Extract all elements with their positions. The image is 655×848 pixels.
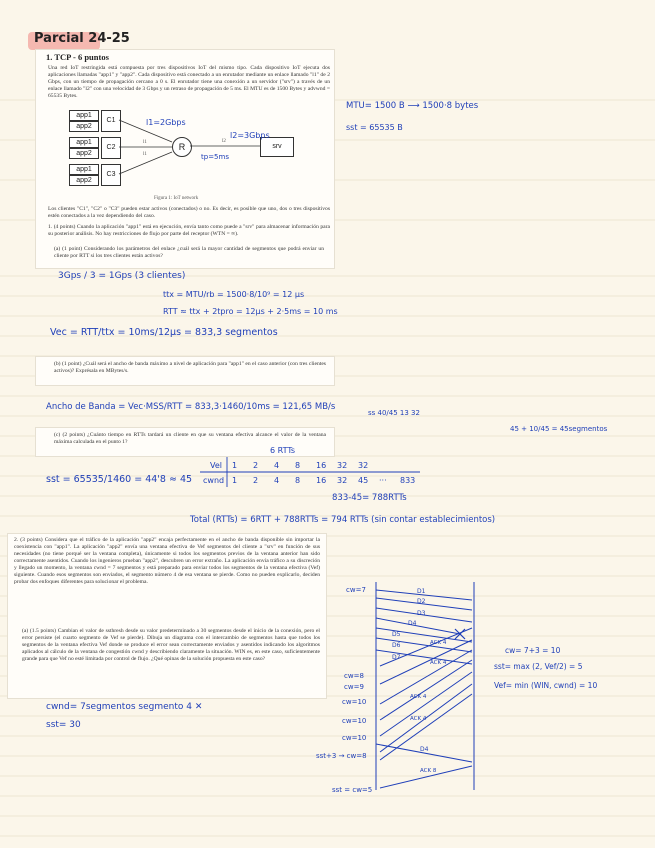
hw-sst-cw5: sst = cw=5 bbox=[332, 786, 373, 794]
hw-cw10c: cw=10 bbox=[342, 734, 367, 742]
question-1c: (c) (2 points) ¿Cuánto tiempo en RTTs tardará un cliente en que su ventana efectiva alcance el valor de la ventana máxima calculada en el punto 1? bbox=[54, 432, 326, 445]
question-2a: (a) (1.5 points) Cambian el valor de ssthresh desde su valor predeterminado a 30 segmentos desde el inicio de la conexión, pero el error persiste (el cuarto segmento de Vef se pierde). Dibuja un diagrama con el intercambio de segmentos hasta que todos los segmentos de la ventana efectiva Vef donde se produce el error sean correctamente enviados y asentidos indicando los algoritmos aplicados al cálculo de la ventana de congestión cwnd y describiendo claramente la situación. WIN es, en este caso, suficientemente grande para que Vef no esté limitada por control de flujo. ¿Qué opinas de la solución propuesta en este caso? bbox=[22, 628, 320, 662]
hw-rtts-sub: 833-45= 788RTTs bbox=[332, 493, 407, 503]
app2-box-c3: app2 bbox=[69, 175, 99, 186]
hw-seg-d4: D4 bbox=[408, 620, 417, 627]
hw-mtu: MTU= 1500 B ⟶ 1500·8 bytes bbox=[346, 101, 479, 111]
hw-seg-d1: D1 bbox=[417, 588, 426, 595]
section-heading: 1. TCP - 6 puntos bbox=[46, 52, 109, 62]
hw-vef-right: Vef= min (WIN, cwnd) = 10 bbox=[494, 681, 598, 690]
intro-paragraph: Una red IoT restringida está compuesta por tres dispositivos IoT del mismo tipo. Cada dispositivo IoT ejecuta dos aplicaciones llamadas "app1" y "app2". Cada dispositivo está conectado a un enrutador mediante un enlace llamado "l1" de 2 Gbps, con un tiempo de propagación cercano a 0 s. El enrutador tiene una conexión a un servidor ("srv") a través de un enlace llamado "l2" con una velocidad de 3 Gbps y un retraso de propagación de 5 ms. El MTU es de 1500 Bytes y advwnd = 65535 Bytes. bbox=[48, 65, 330, 99]
hw-sst-right: sst= max (2, Vef/2) = 5 bbox=[494, 662, 583, 671]
table-vel-cell: 2 bbox=[253, 461, 259, 470]
app1-box-c3: app1 bbox=[69, 164, 99, 175]
hw-table-vel-label: Vel bbox=[210, 461, 222, 470]
hw-ss-note: ss 40/45 13 32 bbox=[368, 409, 420, 417]
hw-seg-d6: D6 bbox=[392, 642, 401, 649]
exam-sheet-2 bbox=[8, 534, 326, 698]
table-cwnd-cell: ··· bbox=[379, 476, 387, 485]
table-vel-cell: 32 bbox=[337, 461, 348, 470]
c1-box: C1 bbox=[101, 110, 121, 132]
figure-caption: Figura 1: IoT network bbox=[154, 196, 199, 201]
hw-seg-d2: D2 bbox=[417, 598, 426, 605]
router-node: R bbox=[172, 137, 192, 157]
table-cwnd-cell: 2 bbox=[253, 476, 259, 485]
hw-seg-d3: D3 bbox=[417, 610, 426, 617]
c3-box: C3 bbox=[101, 164, 121, 186]
hw-table-cwnd-label: cwnd bbox=[203, 476, 225, 485]
link-l1-label-a: l1 bbox=[143, 140, 147, 145]
hw-sst-bottom: sst= 30 bbox=[46, 720, 81, 730]
app1-box-c2: app1 bbox=[69, 137, 99, 148]
hw-tp: tp=5ms bbox=[201, 153, 229, 161]
question-1: 1. (4 points) Cuando la aplicación "app1" está en ejecución, envía tanto como puede a "srv" para almacenar información para su posterior análisis. No hay restricciones de flujo por parte del receptor (WTN = ∞). bbox=[48, 224, 330, 237]
page-title: Parcial 24-25 bbox=[34, 31, 130, 46]
table-cwnd-cell: 1 bbox=[232, 476, 238, 485]
hw-seg-d5: D5 bbox=[392, 631, 401, 638]
hw-cwnd-bottom: cwnd= 7segmentos segmento 4 ✕ bbox=[46, 702, 203, 712]
exam-sheet-1b bbox=[36, 357, 334, 385]
table-vel-cell: 8 bbox=[295, 461, 301, 470]
table-cwnd-cell: 4 bbox=[274, 476, 280, 485]
hw-ttx: ttx = MTU/rb = 1500·8/10⁹ = 12 μs bbox=[163, 290, 305, 299]
link-l2-label: l2 bbox=[222, 139, 226, 144]
question-2: 2. (3 points) Considera que el tráfico de la aplicación "app2" encaja perfectamente en el ancho de banda disponible sin importar la coexistencia con "app1". La aplicación "app2" envía una ventana efectiva de Vef segmentos del cliente a "srv" en función de sus necesidades (no tiene porqué ser la ventana completa), únicamente si todos los segmentos previos de la ventana anterior han sido correctamente asentidos. Cuando los ingenieros prueban "app2", descubren un error extraño. La aplicación envía tráfico a su discreción y llegado un momento, la ventana cwnd = 7 segmentos y está preparado para enviar todos los segmentos de la ventana efectiva (Vef) siguiente. Cuando esos segmentos son enviados, el segmento número 4 de esa ventana se pierde. Como no pueden explicarlo, deciden probar dos enfoques diferentes para solucionar el problema. bbox=[14, 537, 320, 585]
hw-seg-d4-retx: D4 bbox=[420, 746, 429, 753]
link-l1-label-b: l1 bbox=[143, 152, 147, 157]
server-box: srv bbox=[260, 137, 294, 157]
app2-box-c1: app2 bbox=[69, 121, 99, 132]
hw-cw10a: cw=10 bbox=[342, 698, 367, 706]
table-cwnd-cell: 32 bbox=[337, 476, 348, 485]
table-cwnd-cell: 45 bbox=[358, 476, 369, 485]
hw-cw10b: cw=10 bbox=[342, 717, 367, 725]
hw-l1-speed: l1=2Gbps bbox=[146, 118, 186, 127]
hw-cw7: cw=7 bbox=[346, 586, 366, 594]
hw-table-head: 6 RTTs bbox=[270, 446, 296, 455]
hw-gbps-div: 3Gps / 3 = 1Gps (3 clientes) bbox=[58, 271, 186, 281]
hw-sst-top: sst = 65535 B bbox=[346, 123, 403, 132]
hw-rtt: RTT ≈ ttx + 2tpro = 12μs + 2·5ms = 10 ms bbox=[163, 307, 338, 316]
hw-sst-calc: sst = 65535/1460 = 44'8 ≈ 45 bbox=[46, 474, 193, 485]
table-vel-cell: 1 bbox=[232, 461, 238, 470]
hw-ack-3: ACK 4 bbox=[410, 694, 427, 700]
table-vel-cell: 16 bbox=[316, 461, 327, 470]
hw-total: Total (RTTs) = 6RTT + 788RTTs = 794 RTTs (sin contar establecimientos) bbox=[190, 515, 496, 525]
hw-ack-1: ACK 4 bbox=[430, 640, 447, 646]
hw-seg45: 45 + 10/45 = 45segmentos bbox=[510, 425, 608, 433]
question-1b: (b) (1 point) ¿Cuál será el ancho de banda máximo a nivel de aplicación para "app1" en el caso anterior (con tres clientes activos)? Exprésala en MBytes/s. bbox=[54, 361, 326, 374]
hw-cw8: cw=8 bbox=[344, 672, 364, 680]
clients-paragraph: Los clientes "C1", "C2" o "C3" pueden estar activos (conectados) o no. Es decir, es posible que uno, dos o tres dispositivos estén conectados a la vez dependiendo del caso. bbox=[48, 206, 330, 219]
c2-box: C2 bbox=[101, 137, 121, 159]
table-vel-cell: 32 bbox=[358, 461, 369, 470]
hw-ancho-banda: Ancho de Banda = Vec·MSS/RTT = 833,3·1460/10ms = 121,65 MB/s bbox=[46, 402, 336, 412]
hw-ack-4: ACK 4 bbox=[410, 716, 427, 722]
hw-l2-speed: l2=3Gbps bbox=[230, 131, 270, 140]
hw-cw-right: cw= 7+3 = 10 bbox=[505, 646, 561, 655]
hw-seg-d7: D7 bbox=[392, 654, 401, 661]
hw-vec: Vec = RTT/ttx = 10ms/12μs = 833,3 segmentos bbox=[50, 327, 278, 338]
hw-cw9: cw=9 bbox=[344, 683, 364, 691]
exam-sheet-1 bbox=[36, 50, 334, 268]
hw-sst-cw8: sst+3 → cw=8 bbox=[316, 752, 367, 760]
table-cwnd-cell: 8 bbox=[295, 476, 301, 485]
hw-ack-8: ACK 8 bbox=[420, 768, 437, 774]
app1-box-c1: app1 bbox=[69, 110, 99, 121]
hw-ack-2: ACK 4 bbox=[430, 660, 447, 666]
table-vel-cell: 4 bbox=[274, 461, 280, 470]
question-1a: (a) (1 point) Considerando los parámetros del enlace ¿cuál será la mayor cantidad de segmentos que podrá enviar un cliente por RTT si los tres clientes están activos? bbox=[54, 246, 324, 259]
table-cwnd-cell: 833 bbox=[400, 476, 416, 485]
app2-box-c2: app2 bbox=[69, 148, 99, 159]
table-cwnd-cell: 16 bbox=[316, 476, 327, 485]
